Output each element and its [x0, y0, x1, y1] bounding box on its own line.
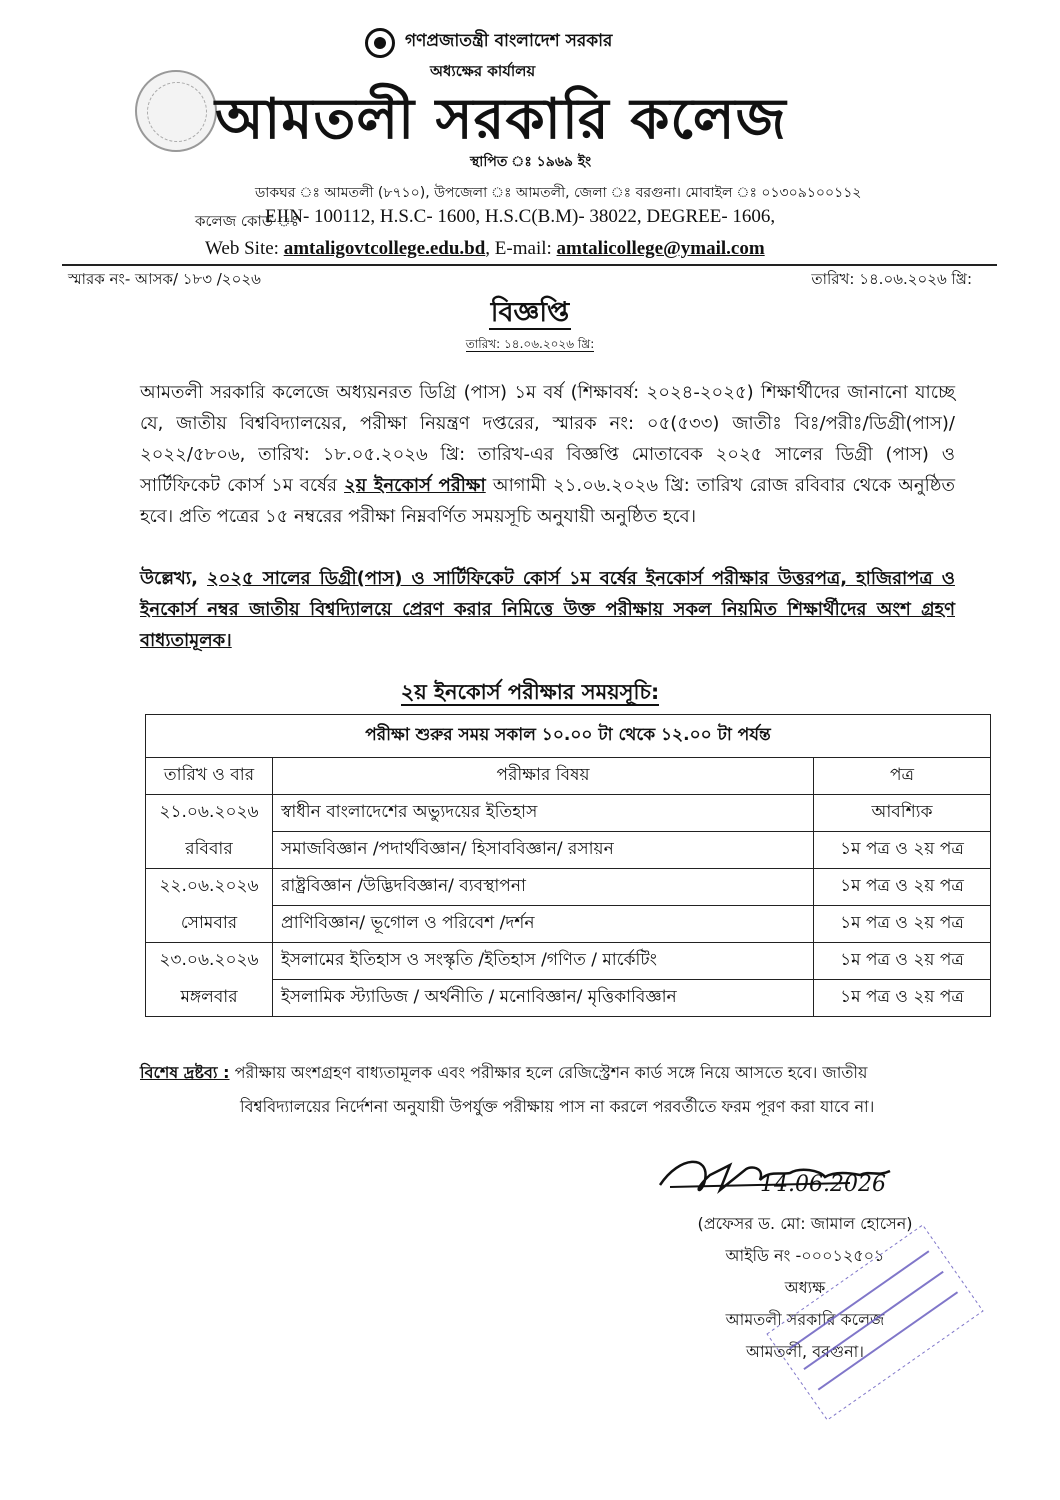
web-line [205, 238, 765, 260]
table-row [146, 980, 991, 1017]
signer-id: আইডি নং -০০০১২৫০১ [725, 1246, 885, 1265]
note-line-2: বিশ্ববিদ্যালয়ের নির্দেশনা অনুযায়ী উপর্যুক্ত পরীক্ষায় পাস না করলে পরবর্তীতে ফরম পূরণ করা যাবে না। [240, 1097, 875, 1116]
established-year: স্থাপিত ঃ ১৯৬৯ ইং [470, 154, 592, 170]
special-note [140, 1056, 970, 1124]
subject-cell: প্রাণিবিজ্ঞান/ ভূগোল ও পরিবেশ /দর্শন [273, 906, 814, 943]
date-cell: ২৩.০৬.২০২৬ [146, 943, 273, 980]
memo-number: স্মারক নং- আসক/ ১৮৩ /২০২৬ [68, 270, 261, 288]
codes-label: কলেজ কোড ঃ [195, 212, 300, 230]
signer-name: (প্রফেসর ড. মো: জামাল হোসেন) [697, 1214, 913, 1233]
table-row [146, 832, 991, 869]
notice-title [0, 292, 1060, 337]
notice-date [0, 336, 1060, 356]
government-emblem-icon [365, 28, 395, 58]
office-name: অধ্যক্ষের কার্যালয় [430, 62, 536, 80]
notice-paragraph-2 [140, 563, 955, 656]
column-header-date: তারিখ ও বার [146, 758, 273, 795]
website-link[interactable]: amtaligovtcollege.edu.bd [283, 238, 486, 259]
notice-title-text: বিজ্ঞপ্তি [490, 297, 570, 328]
paper-cell: ১ম পত্র ও ২য় পত্র [814, 906, 991, 943]
paper-cell: ১ম পত্র ও ২য় পত্র [814, 943, 991, 980]
table-row [146, 795, 991, 832]
column-header-row [146, 758, 991, 795]
day-cell: সোমবার [146, 906, 273, 943]
college-codes: EIIN- 100112, H.S.C- 1600, H.S.C(B.M)- 38022, DEGREE- 1606, [265, 206, 776, 227]
memo-date: তারিখ: ১৪.০৬.২০২৬ খ্রি: [811, 270, 972, 288]
table-row [146, 906, 991, 943]
schedule-title-text: ২য় ইনকোর্স পরীক্ষার সময়সূচি: [400, 680, 660, 704]
signer-institution: আমতলী সরকারি কলেজ [725, 1310, 885, 1329]
paper-cell: আবশ্যিক [814, 795, 991, 832]
subject-cell: ইসলামের ইতিহাস ও সংস্কৃতি /ইতিহাস /গণিত / মার্কেটিং [273, 943, 814, 980]
note-line-1: পরীক্ষায় অংশগ্রহণ বাধ্যতামূলক এবং পরীক্ষার হলে রেজিস্ট্রেশন কার্ড সঙ্গে নিয়ে আসতে হবে। জাতীয় [234, 1063, 868, 1082]
column-header-subject: পরীক্ষার বিষয় [273, 758, 814, 795]
para2-body: ২০২৫ সালের ডিগ্রী(পাস) ও সার্টিফিকেট কোর্স ১ম বর্ষের ইনকোর্স পরীক্ষার উত্তরপত্র, হাজিরাপত্র ও ইনকোর্স নম্বর জাতীয় বিশ্বদ্যিালয়ে প্রেরণ করার নিমিত্তে উক্ত পরীক্ষায় সকল নিয়মিত শিক্ষার্থীদের অংশ গ্রহণ বাধ্যতামূলক। [140, 568, 955, 651]
day-cell: রবিবার [146, 832, 273, 869]
para1-end: আগামী ২১.০৬.২০২৬ খ্রি: তারিখ রোজ রবিবার থেকে অনুষ্ঠিত হবে। প্রতি পত্রের ১৫ নম্বরের পরীক্ষা নিম্নবর্ণিত সময়সূচি অনুযায়ী অনুষ্ঠিত হবে। [140, 475, 955, 527]
email-label: , E-mail: [485, 238, 552, 259]
date-cell: ২১.০৬.২০২৬ [146, 795, 273, 832]
table-row [146, 943, 991, 980]
day-cell: মঙ্গলবার [146, 980, 273, 1017]
government-name: গণপ্রজাতন্ত্রী বাংলাদেশ সরকার [405, 31, 613, 51]
time-header-row [146, 715, 991, 758]
column-header-paper: পত্র [814, 758, 991, 795]
table-row [146, 869, 991, 906]
signature-date: 14.06.2026 [760, 1172, 886, 1197]
exam-time-header: পরীক্ষা শুরুর সময় সকাল ১০.০০ টা থেকে ১২.০০ টা পর্যন্ত [146, 715, 991, 758]
date-cell: ২২.০৬.২০২৬ [146, 869, 273, 906]
para2-lead: উল্লেখ্য, [140, 568, 198, 589]
subject-cell: সমাজবিজ্ঞান /পদার্থবিজ্ঞান/ হিসাববিজ্ঞান/ রসায়ন [273, 832, 814, 869]
para1-emphasis: ২য় ইনকোর্স পরীক্ষা [344, 475, 486, 496]
college-address: ডাকঘর ঃ আমতলী (৮৭১০), উপজেলা ঃ আমতলী, জেলা ঃ বরগুনা। মোবাইল ঃ ০১৩০৯১০০১১২ [255, 185, 862, 201]
paper-cell: ১ম পত্র ও ২য় পত্র [814, 832, 991, 869]
schedule-table [145, 714, 991, 1017]
paper-cell: ১ম পত্র ও ২য় পত্র [814, 980, 991, 1017]
email-link[interactable]: amtalicollege@ymail.com [556, 238, 765, 259]
subject-cell: রাষ্ট্রবিজ্ঞান /উদ্ভিদবিজ্ঞান/ ব্যবস্থাপনা [273, 869, 814, 906]
notice-paragraph-1 [140, 377, 955, 532]
header-divider [62, 264, 997, 266]
para1-start: আমতলী সরকারি কলেজে অধ্যয়নরত ডিগ্রি (পাস) ১ম বর্ষ (শিক্ষাবর্ষ: ২০২৪-২০২৫) শিক্ষার্থীদের জানানো যাচ্ছে যে, জাতীয় বিশ্ববিদ্যালয়ের, পরীক্ষা নিয়ন্ত্রণ দপ্তরের, স্মারক নং: ০৫(৫৩৩) জাতীঃ বিঃ/পরীঃ/ডিগ্রী(পাস)/২০২২/৫৮০৬, তারিখ: ১৮.০৫.২০২৬ খ্রি: তারিখ-এর বিজ্ঞপ্তি মোতাবেক ২০২৫ সালের ডিগ্রী (পাস) ও সার্টিফিকেট কোর্স ১ম বর্ষের [140, 382, 955, 496]
schedule-title [0, 676, 1060, 711]
paper-cell: ১ম পত্র ও ২য় পত্র [814, 869, 991, 906]
note-label: বিশেষ দ্রষ্টব্য : [140, 1063, 230, 1082]
subject-cell: ইসলামিক স্ট্যাডিজ / অর্থনীতি / মনোবিজ্ঞান/ মৃত্তিকাবিজ্ঞান [273, 980, 814, 1017]
signer-designation: অধ্যক্ষ [784, 1278, 826, 1297]
notice-date-text: তারিখ: ১৪.০৬.২০২৬ খ্রি: [465, 337, 595, 351]
signer-location: আমতলী, বরগুনা। [745, 1342, 865, 1361]
college-logo-icon [135, 70, 217, 152]
web-label: Web Site: [205, 238, 279, 259]
college-name: আমতলী সরকারি কলেজ [215, 86, 787, 152]
subject-cell: স্বাধীন বাংলাদেশের অভ্যুদয়ের ইতিহাস [273, 795, 814, 832]
